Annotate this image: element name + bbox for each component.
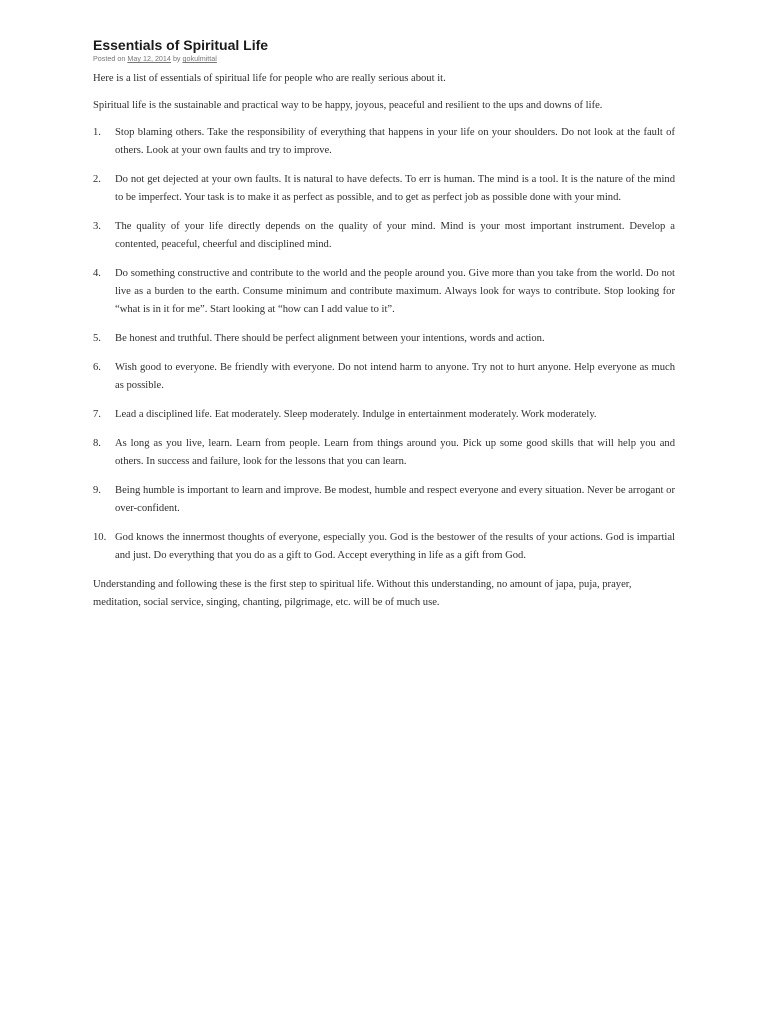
list-item-number: 4. <box>93 268 101 279</box>
list-item <box>93 529 675 565</box>
list-item-number: 10. <box>93 532 107 543</box>
essentials-list <box>93 124 675 565</box>
list-item-number: 5. <box>93 333 101 344</box>
article-title: Essentials of Spiritual Life <box>93 37 269 53</box>
article <box>93 37 675 621</box>
list-item-number: 3. <box>93 221 101 232</box>
list-item <box>93 171 675 207</box>
list-item-text: Do something constructive and contribute to the world and the people around you. Give more than you take from the world. Do not live as a burden to the earth. Consume minimum and contribute maximum. Always look for ways to contribute. Stop looking for “what is in it for me”. Start looking at “how can I add value to it”. <box>115 268 675 315</box>
list-item <box>93 330 675 348</box>
author-link[interactable]: gokulmittal <box>182 54 217 63</box>
posted-on-label: Posted on <box>93 54 126 63</box>
list-item <box>93 124 675 160</box>
list-item <box>93 265 675 319</box>
list-item-number: 6. <box>93 362 101 373</box>
list-item-number: 2. <box>93 174 101 185</box>
list-item-number: 1. <box>93 127 101 138</box>
list-item <box>93 359 675 395</box>
intro-paragraph-1: Here is a list of essentials of spiritual life for people who are really serious about it. <box>93 73 446 84</box>
list-item <box>93 482 675 518</box>
list-item-text: Do not get dejected at your own faults. It is natural to have defects. To err is human. The mind is a tool. It is the nature of the mind to be imperfect. Your task is to make it as perfect as possible, and to get as perfect job as possible done with your mind. <box>115 174 675 203</box>
list-item <box>93 435 675 471</box>
post-meta <box>93 54 675 63</box>
list-item-text: Stop blaming others. Take the responsibility of everything that happens in your life on your shoulders. Do not look at the fault of others. Look at your own faults and try to improve. <box>115 127 675 156</box>
intro-paragraph-2: Spiritual life is the sustainable and practical way to be happy, joyous, peaceful and resilient to the ups and downs of life. <box>93 100 603 111</box>
closing-paragraph: Understanding and following these is the first step to spiritual life. Without this understanding, no amount of japa, puja, prayer, meditation, social service, singing, chanting, pilgrimage, etc. will be of much use. <box>93 579 632 608</box>
list-item-text: Being humble is important to learn and improve. Be modest, humble and respect everyone and every situation. Never be arrogant or over-confident. <box>115 485 675 514</box>
list-item-text: God knows the innermost thoughts of everyone, especially you. God is the bestower of the results of your actions. God is impartial and just. Do everything that you do as a gift to God. Accept everything in life as a gift from God. <box>115 532 675 561</box>
by-label: by <box>172 54 181 63</box>
list-item <box>93 218 675 254</box>
list-item-text: Lead a disciplined life. Eat moderately. Sleep moderately. Indulge in entertainment moderately. Work moderately. <box>115 409 597 420</box>
list-item-number: 8. <box>93 438 101 449</box>
list-item-number: 9. <box>93 485 101 496</box>
list-item-number: 7. <box>93 409 101 420</box>
list-item-text: Be honest and truthful. There should be perfect alignment between your intentions, words and action. <box>115 333 545 344</box>
list-item <box>93 406 675 424</box>
post-date-link[interactable]: May 12, 2014 <box>127 54 171 63</box>
list-item-text: As long as you live, learn. Learn from people. Learn from things around you. Pick up some good skills that will help you and others. In success and failure, look for the lessons that you can learn. <box>115 438 675 467</box>
list-item-text: The quality of your life directly depends on the quality of your mind. Mind is your most important instrument. Develop a contented, peaceful, cheerful and disciplined mind. <box>115 221 675 250</box>
list-item-text: Wish good to everyone. Be friendly with everyone. Do not intend harm to anyone. Try not to hurt anyone. Help everyone as much as possible. <box>115 362 675 391</box>
